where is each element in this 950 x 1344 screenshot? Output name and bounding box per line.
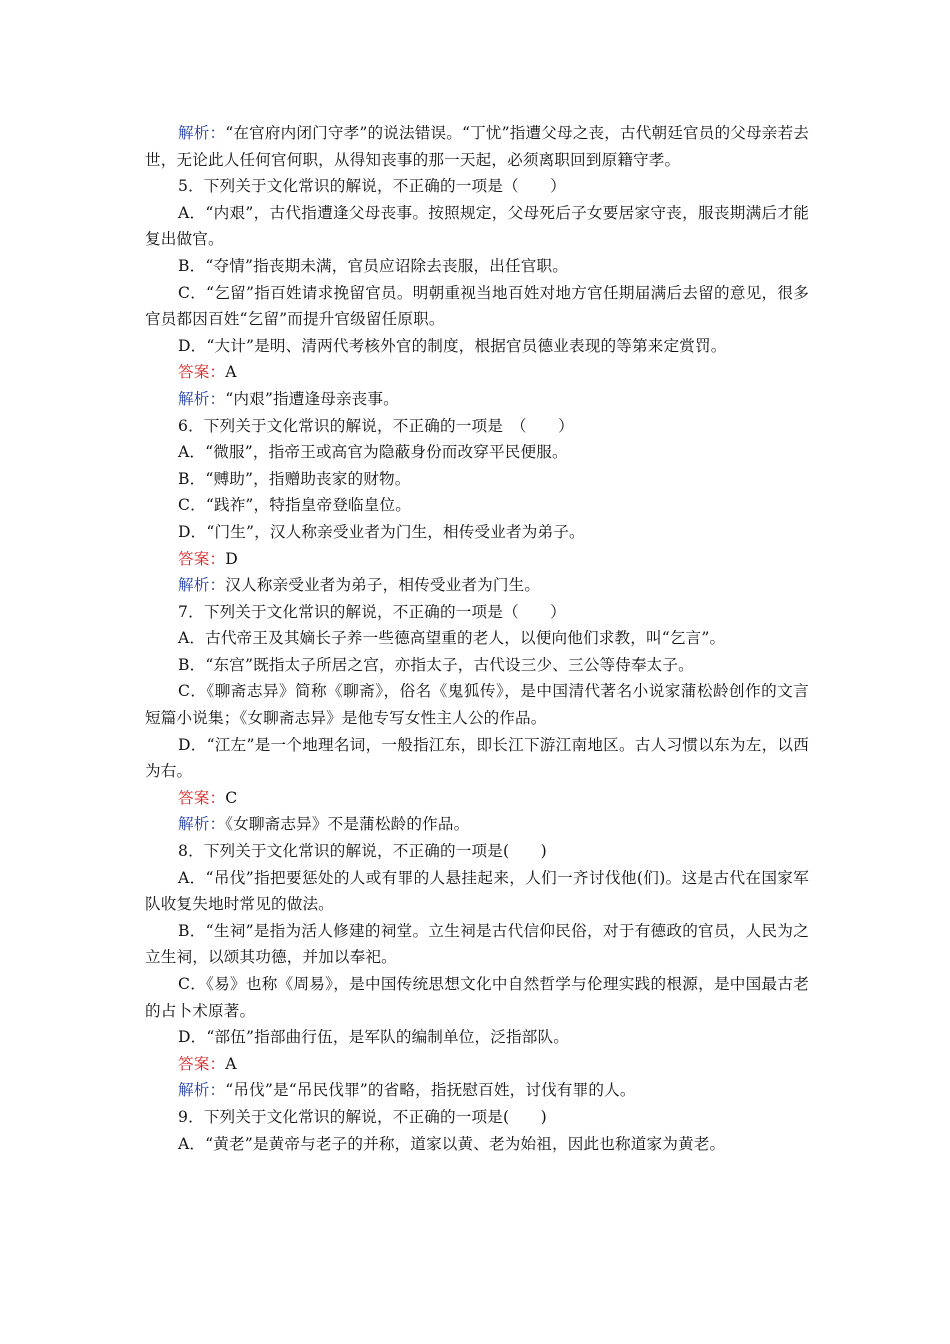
answer-label: 答案： <box>178 1054 226 1073</box>
question-9-option-a: A．“黄老”是黄帝与老子的并称，道家以黄、老为始祖，因此也称道家为黄老。 <box>178 1134 726 1153</box>
question-6-stem: 6．下列关于文化常识的解说，不正确的一项是 （ ） <box>178 416 574 435</box>
question-8-option-d: D．“部伍”指部曲行伍，是军队的编制单位，泛指部队。 <box>178 1028 570 1047</box>
question-7-option-b: B．“东宫”既指太子所居之宫，亦指太子，古代设三少、三公等侍奉太子。 <box>178 655 694 674</box>
question-5-option-c: C．“乞留”指百姓请求挽留官员。明朝重视当地百姓对地方官任期届满后去留的意见，很多官员都因百姓“乞留”而提升官级留任原职。 <box>145 283 809 329</box>
question-7-answer <box>145 785 809 812</box>
analysis-text: “在官府内闭门守孝”的说法错误。“丁忧”指遭父母之丧，古代朝廷官员的父母亲若去世，无论此人任何官何职，从得知丧事的那一天起，必须离职回到原籍守孝。 <box>145 124 809 169</box>
analysis-text: “吊伐”是“吊民伐罪”的省略，指抚慰百姓，讨伐有罪的人。 <box>225 1081 636 1100</box>
document-page <box>145 120 809 1157</box>
answer-value: A <box>225 1054 237 1073</box>
question-5-analysis <box>145 386 809 413</box>
question-7-option-d: D．“江左”是一个地理名词，一般指江东，即长江下游江南地区。古人习惯以东为左，以西为右。 <box>145 735 809 781</box>
answer-label: 答案： <box>178 549 226 568</box>
question-6-analysis <box>145 572 809 599</box>
analysis-text: 汉人称亲受业者为弟子，相传受业者为门生。 <box>225 576 541 595</box>
analysis-label: 解析： <box>178 1081 226 1100</box>
question-5-option-d: D．“大计”是明、清两代考核外官的制度，根据官员德业表现的等第来定赏罚。 <box>178 336 727 355</box>
answer-value: C <box>225 788 238 807</box>
answer-label: 答案： <box>178 788 226 807</box>
question-5-stem: 5．下列关于文化常识的解说，不正确的一项是（ ） <box>178 177 566 196</box>
analysis-label: 解析： <box>178 815 226 834</box>
analysis-label: 解析： <box>178 576 226 595</box>
question-7-analysis <box>145 811 809 838</box>
question-8-option-a: A．“吊伐”指把要惩处的人或有罪的人悬挂起来，人们一齐讨伐他(们)。这是古代在国家军队收复失地时常见的做法。 <box>145 868 809 914</box>
question-7-option-a: A．古代帝王及其嫡长子养一些德高望重的老人，以便向他们求教，叫“乞言”。 <box>178 629 726 648</box>
question-5-option-b: B．“夺情”指丧期未满，官员应诏除去丧服，出任官职。 <box>178 256 568 275</box>
analysis-label: 解析： <box>178 389 226 408</box>
analysis-text: 《女聊斋志异》不是蒲松龄的作品。 <box>225 815 470 834</box>
question-6-option-a: A．“微服”，指帝王或高官为隐蔽身份而改穿平民便服。 <box>178 443 568 462</box>
question-6-answer <box>145 546 809 573</box>
question-8-answer <box>145 1051 809 1078</box>
question-8-stem: 8．下列关于文化常识的解说，不正确的一项是( ) <box>178 842 547 861</box>
analysis-text: “内艰”指遭逢母亲丧事。 <box>225 389 399 408</box>
question-7-option-c: C．《聊斋志异》简称《聊斋》，俗名《鬼狐传》，是中国清代著名小说家蒲松龄创作的文言短篇小说集；《女聊斋志异》是他专写女性主人公的作品。 <box>145 682 809 728</box>
answer-value: A <box>225 363 237 382</box>
answer-value: D <box>225 549 238 568</box>
question-7-stem: 7．下列关于文化常识的解说，不正确的一项是（ ） <box>178 602 566 621</box>
question-5-option-a: A．“内艰”，古代指遭逢父母丧事。按照规定，父母死后子女要居家守丧，服丧期满后才能复出做官。 <box>145 203 809 249</box>
question-9-stem: 9．下列关于文化常识的解说，不正确的一项是( ) <box>178 1107 547 1126</box>
question-6-option-b: B．“赙助”，指赠助丧家的财物。 <box>178 469 411 488</box>
answer-label: 答案： <box>178 363 226 382</box>
analysis-label: 解析： <box>178 124 226 142</box>
question-8-option-c: C．《易》也称《周易》，是中国传统思想文化中自然哲学与伦理实践的根源，是中国最古老的占卜术原著。 <box>145 975 809 1020</box>
question-6-option-c: C．“践祚”，特指皇帝登临皇位。 <box>178 496 411 515</box>
question-5-answer <box>145 359 809 386</box>
question-8-option-b: B．“生祠”是指为活人修建的祠堂。立生祠是古代信仰民俗，对于有德政的官员，人民为之立生祠，以颂其功德，并加以奉祀。 <box>145 921 809 967</box>
question-8-analysis <box>145 1077 809 1104</box>
analysis-paragraph <box>145 120 809 173</box>
question-6-option-d: D．“门生”，汉人称亲受业者为门生，相传受业者为弟子。 <box>178 522 585 541</box>
